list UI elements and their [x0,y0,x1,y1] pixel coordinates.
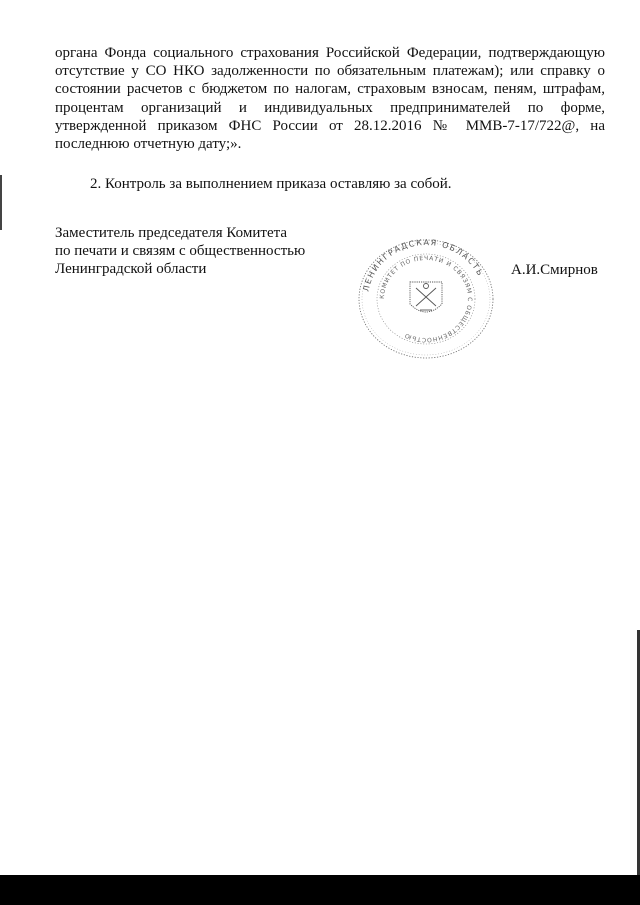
seal-outer-text: ЛЕНИНГРАДСКАЯ ОБЛАСТЬ [361,238,486,293]
paragraph-line: органа Фонда социального страхования Российской Федерации, подтверждающую [55,45,605,61]
paragraph-line: процентам организаций и индивидуальных предпринимателей по форме, [55,99,605,116]
signatory-title-line: Заместитель председателя Комитета [55,225,287,241]
scan-edge-mark [0,175,2,230]
paragraph-control-clause: 2. Контроль за выполнением приказа оставляю за собой. [90,176,452,192]
signatory-title [55,224,305,279]
scan-bottom-bar [0,875,640,905]
signatory-title-line: по печати и связям с общественностью [55,243,306,260]
signatory-name: А.И.Смирнов [511,262,598,278]
paragraph-continuation [55,44,605,153]
paragraph-line: утвержденной приказом ФНС России от 28.12.2016 № ММВ-7-17/722@, на [55,117,605,134]
seal-inner-text: КОМИТЕТ ПО ПЕЧАТИ И СВЯЗЯМ С ОБЩЕСТВЕННОСТЬЮ [378,254,474,344]
svg-text:КОМИТЕТ ПО ПЕЧАТИ И СВЯЗЯМ С О [379,255,473,343]
paragraph-line: последнюю отчетную дату;». [55,136,242,153]
paragraph-line: отсутствие у СО НКО задолженности по обязательным платежам); или справку о [55,63,605,80]
paragraph-line: состоянии расчетов с бюджетом по налогам, страховым взносам, пеням, штрафам, [55,81,605,98]
seal-icon [356,238,496,360]
signatory-title-line: Ленинградской области [55,261,207,278]
official-seal [356,238,496,360]
